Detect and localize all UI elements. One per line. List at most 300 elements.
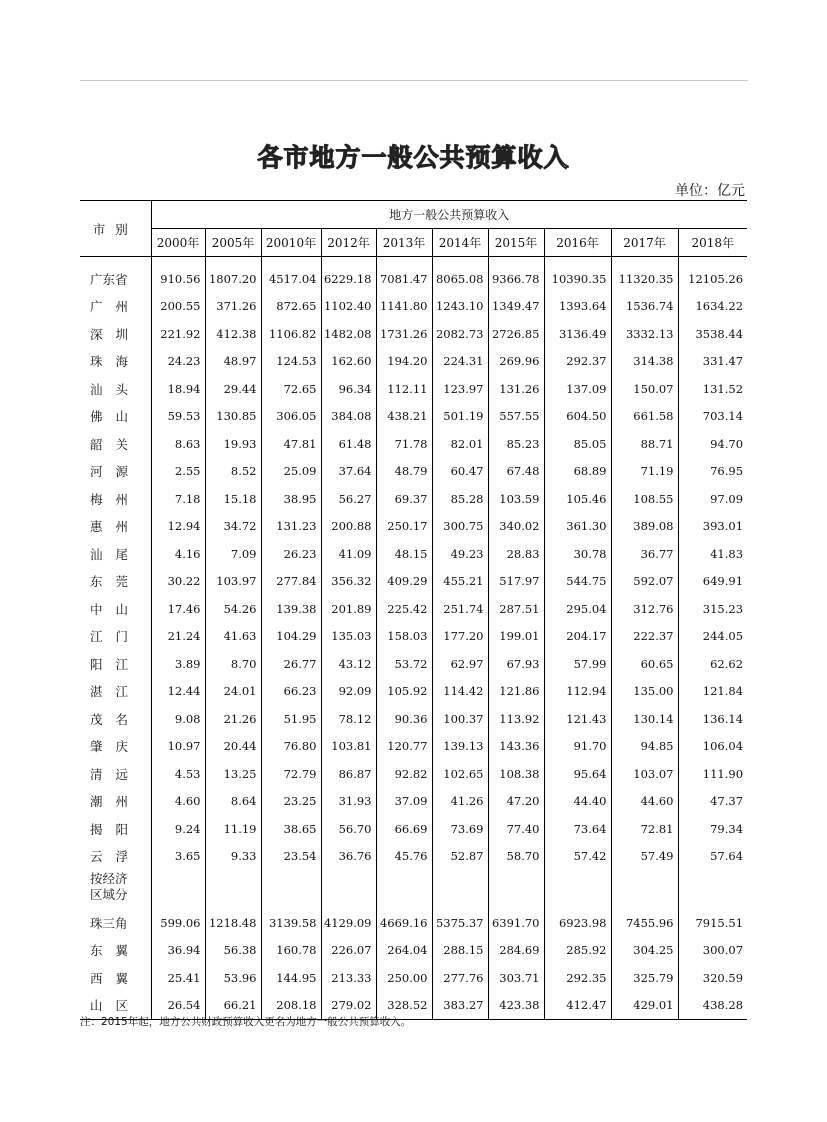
cell-value: 135.03 — [321, 623, 376, 651]
region-subheader: 按经济区域分 — [80, 870, 151, 909]
table-row — [80, 733, 747, 761]
cell-value: 12.94 — [167, 519, 201, 534]
cell-value: 2.55 — [174, 464, 201, 479]
cell-value: 131.26 — [488, 375, 544, 403]
cell-value: 121.84 — [678, 678, 747, 706]
year-header: 2012年 — [321, 229, 376, 257]
cell-value: 6391.70 — [488, 909, 544, 937]
cell-value: 103.07 — [611, 760, 678, 788]
cell-value: 44.40 — [544, 788, 611, 816]
cell-value: 8.52 — [205, 458, 261, 486]
row-label: 潮州 — [80, 788, 151, 816]
cell-value: 44.60 — [611, 788, 678, 816]
cell-value: 221.92 — [160, 326, 201, 341]
cell-value: 872.65 — [261, 293, 321, 321]
table-row — [80, 430, 747, 458]
cell-value: 517.97 — [488, 568, 544, 596]
cell-value: 910.56 — [160, 271, 201, 286]
cell-value: 361.30 — [544, 513, 611, 541]
cell-value: 30.22 — [167, 574, 201, 589]
cell-value: 57.42 — [544, 843, 611, 871]
cell-value: 58.70 — [488, 843, 544, 871]
cell-value: 66.23 — [261, 678, 321, 706]
cell-value: 19.93 — [205, 430, 261, 458]
cell-value: 68.89 — [544, 458, 611, 486]
cell-value: 30.78 — [544, 540, 611, 568]
cell-value: 21.26 — [205, 705, 261, 733]
cell-value: 112.94 — [544, 678, 611, 706]
cell-value: 85.05 — [544, 430, 611, 458]
cell-value: 57.64 — [678, 843, 747, 871]
cell-value: 41.83 — [678, 540, 747, 568]
cell-value: 31.93 — [321, 788, 376, 816]
cell-value: 224.31 — [432, 348, 488, 376]
cell-value: 72.81 — [611, 815, 678, 843]
row-label: 汕头 — [80, 375, 151, 403]
cell-value: 79.34 — [678, 815, 747, 843]
year-header: 2014年 — [432, 229, 488, 257]
cell-value: 11320.35 — [611, 265, 678, 293]
table-row — [80, 650, 747, 678]
cell-value: 7915.51 — [678, 909, 747, 937]
row-label: 广东省 — [80, 265, 151, 293]
cell-value: 103.59 — [488, 485, 544, 513]
cell-value: 287.51 — [488, 595, 544, 623]
cell-value: 340.02 — [488, 513, 544, 541]
cell-value: 438.21 — [376, 403, 432, 431]
cell-value: 102.65 — [432, 760, 488, 788]
cell-value: 73.69 — [432, 815, 488, 843]
year-header: 2013年 — [376, 229, 432, 257]
cell-value: 4.16 — [174, 546, 201, 561]
cell-value: 279.02 — [321, 992, 376, 1020]
cell-value: 320.59 — [678, 964, 747, 992]
cell-value: 3.89 — [174, 656, 201, 671]
cell-value: 3332.13 — [611, 320, 678, 348]
table-row — [80, 265, 747, 293]
cell-value: 250.17 — [376, 513, 432, 541]
cell-value: 100.37 — [432, 705, 488, 733]
cell-value: 300.07 — [678, 937, 747, 965]
cell-value: 88.71 — [611, 430, 678, 458]
cell-value: 49.23 — [432, 540, 488, 568]
table-row — [80, 595, 747, 623]
cell-value: 91.70 — [544, 733, 611, 761]
row-label: 清远 — [80, 760, 151, 788]
row-label: 珠三角 — [80, 909, 151, 937]
cell-value: 113.92 — [488, 705, 544, 733]
cell-value: 315.23 — [678, 595, 747, 623]
table-row — [80, 678, 747, 706]
cell-value: 1349.47 — [488, 293, 544, 321]
region-row — [80, 937, 747, 965]
cell-value: 303.71 — [488, 964, 544, 992]
cell-value: 105.46 — [544, 485, 611, 513]
cell-value: 199.01 — [488, 623, 544, 651]
table-row — [80, 705, 747, 733]
cell-value: 144.95 — [261, 964, 321, 992]
year-header: 2018年 — [678, 229, 747, 257]
cell-value: 95.64 — [544, 760, 611, 788]
cell-value: 38.95 — [261, 485, 321, 513]
cell-value: 557.55 — [488, 403, 544, 431]
table-row — [80, 540, 747, 568]
cell-value: 18.94 — [167, 381, 201, 396]
cell-value: 37.09 — [376, 788, 432, 816]
cell-value: 82.01 — [432, 430, 488, 458]
cell-value: 1536.74 — [611, 293, 678, 321]
table-row — [80, 513, 747, 541]
cell-value: 66.21 — [205, 992, 261, 1020]
cell-value: 137.09 — [544, 375, 611, 403]
row-label: 阳江 — [80, 650, 151, 678]
cell-value: 150.07 — [611, 375, 678, 403]
cell-value: 300.75 — [432, 513, 488, 541]
cell-value: 1807.20 — [205, 265, 261, 293]
table-row — [80, 375, 747, 403]
year-header: 2005年 — [205, 229, 261, 257]
cell-value: 104.29 — [261, 623, 321, 651]
table-row — [80, 348, 747, 376]
cell-value: 10.97 — [167, 739, 201, 754]
cell-value: 328.52 — [376, 992, 432, 1020]
cell-value: 312.76 — [611, 595, 678, 623]
top-rule — [80, 80, 748, 81]
table-row — [80, 485, 747, 513]
cell-value: 86.87 — [321, 760, 376, 788]
cell-value: 57.49 — [611, 843, 678, 871]
cell-value: 9.33 — [205, 843, 261, 871]
cell-value: 409.29 — [376, 568, 432, 596]
cell-value: 6923.98 — [544, 909, 611, 937]
cell-value: 103.97 — [205, 568, 261, 596]
cell-value: 25.41 — [167, 970, 201, 985]
year-header-row — [80, 229, 747, 257]
cell-value: 599.06 — [160, 915, 201, 930]
cell-value: 200.55 — [160, 299, 201, 314]
cell-value: 11.19 — [205, 815, 261, 843]
cell-value: 76.95 — [678, 458, 747, 486]
cell-value: 26.23 — [261, 540, 321, 568]
row-label: 揭阳 — [80, 815, 151, 843]
region-subheader-row — [80, 870, 747, 909]
cell-value: 384.08 — [321, 403, 376, 431]
cell-value: 277.76 — [432, 964, 488, 992]
cell-value: 9.08 — [174, 711, 201, 726]
cell-value: 331.47 — [678, 348, 747, 376]
cell-value: 130.14 — [611, 705, 678, 733]
cell-value: 20.44 — [205, 733, 261, 761]
cell-value: 501.19 — [432, 403, 488, 431]
row-label: 佛山 — [80, 403, 151, 431]
cell-value: 90.36 — [376, 705, 432, 733]
cell-value: 97.09 — [678, 485, 747, 513]
cell-value: 661.58 — [611, 403, 678, 431]
row-label: 广州 — [80, 293, 151, 321]
cell-value: 106.04 — [678, 733, 747, 761]
cell-value: 389.08 — [611, 513, 678, 541]
cell-value: 251.74 — [432, 595, 488, 623]
row-label: 江门 — [80, 623, 151, 651]
cell-value: 4.60 — [174, 794, 201, 809]
cell-value: 412.38 — [205, 320, 261, 348]
revenue-table — [80, 200, 747, 1020]
cell-value: 25.09 — [261, 458, 321, 486]
cell-value: 3.65 — [174, 849, 201, 864]
cell-value: 47.20 — [488, 788, 544, 816]
cell-value: 15.18 — [205, 485, 261, 513]
cell-value: 94.70 — [678, 430, 747, 458]
cell-value: 139.13 — [432, 733, 488, 761]
cell-value: 23.54 — [261, 843, 321, 871]
table-row — [80, 458, 747, 486]
year-header: 20010年 — [261, 229, 321, 257]
cell-value: 53.72 — [376, 650, 432, 678]
cell-value: 73.64 — [544, 815, 611, 843]
cell-value: 304.25 — [611, 937, 678, 965]
cell-value: 649.91 — [678, 568, 747, 596]
cell-value: 1482.08 — [321, 320, 376, 348]
cell-value: 3538.44 — [678, 320, 747, 348]
cell-value: 592.07 — [611, 568, 678, 596]
table-row — [80, 788, 747, 816]
cell-value: 92.82 — [376, 760, 432, 788]
cell-value: 12.44 — [167, 684, 201, 699]
cell-value: 2082.73 — [432, 320, 488, 348]
cell-value: 604.50 — [544, 403, 611, 431]
cell-value: 71.78 — [376, 430, 432, 458]
cell-value: 17.46 — [167, 601, 201, 616]
cell-value: 67.93 — [488, 650, 544, 678]
cell-value: 131.23 — [261, 513, 321, 541]
cell-value: 72.79 — [261, 760, 321, 788]
cell-value: 292.35 — [544, 964, 611, 992]
table-row — [80, 623, 747, 651]
cell-value: 13.25 — [205, 760, 261, 788]
cell-value: 1243.10 — [432, 293, 488, 321]
cell-value: 356.32 — [321, 568, 376, 596]
row-label: 深圳 — [80, 320, 151, 348]
cell-value: 62.62 — [678, 650, 747, 678]
unit-label: 单位：亿元 — [675, 183, 745, 199]
table-body — [80, 257, 747, 1020]
cell-value: 9.24 — [174, 821, 201, 836]
cell-value: 222.37 — [611, 623, 678, 651]
cell-value: 48.79 — [376, 458, 432, 486]
cell-value: 285.92 — [544, 937, 611, 965]
cell-value: 76.80 — [261, 733, 321, 761]
cell-value: 28.83 — [488, 540, 544, 568]
cell-value: 24.01 — [205, 678, 261, 706]
row-label: 东莞 — [80, 568, 151, 596]
row-label: 中山 — [80, 595, 151, 623]
cell-value: 59.53 — [167, 409, 201, 424]
cell-value: 1634.22 — [678, 293, 747, 321]
cell-value: 143.36 — [488, 733, 544, 761]
cell-value: 47.81 — [261, 430, 321, 458]
cell-value: 36.76 — [321, 843, 376, 871]
row-label: 河源 — [80, 458, 151, 486]
cell-value: 43.12 — [321, 650, 376, 678]
cell-value: 12105.26 — [678, 265, 747, 293]
cell-value: 41.09 — [321, 540, 376, 568]
cell-value: 85.23 — [488, 430, 544, 458]
cell-value: 201.89 — [321, 595, 376, 623]
cell-value: 52.87 — [432, 843, 488, 871]
cell-value: 78.12 — [321, 705, 376, 733]
revenue-group-header: 地方一般公共预算收入 — [151, 201, 747, 229]
cell-value: 244.05 — [678, 623, 747, 651]
cell-value: 9366.78 — [488, 265, 544, 293]
cell-value: 47.37 — [678, 788, 747, 816]
cell-value: 158.03 — [376, 623, 432, 651]
cell-value: 1141.80 — [376, 293, 432, 321]
cell-value: 112.11 — [376, 375, 432, 403]
table-row — [80, 760, 747, 788]
cell-value: 194.20 — [376, 348, 432, 376]
cell-value: 57.99 — [544, 650, 611, 678]
cell-value: 41.63 — [205, 623, 261, 651]
cell-value: 108.38 — [488, 760, 544, 788]
cell-value: 135.00 — [611, 678, 678, 706]
cell-value: 204.17 — [544, 623, 611, 651]
region-row — [80, 964, 747, 992]
cell-value: 77.40 — [488, 815, 544, 843]
cell-value: 1731.26 — [376, 320, 432, 348]
row-label: 惠州 — [80, 513, 151, 541]
cell-value: 45.76 — [376, 843, 432, 871]
cell-value: 60.47 — [432, 458, 488, 486]
cell-value: 438.28 — [678, 992, 747, 1020]
cell-value: 177.20 — [432, 623, 488, 651]
cell-value: 69.37 — [376, 485, 432, 513]
cell-value: 10390.35 — [544, 265, 611, 293]
year-header: 2000年 — [151, 229, 205, 257]
cell-value: 8065.08 — [432, 265, 488, 293]
cell-value: 1218.48 — [205, 909, 261, 937]
cell-value: 269.96 — [488, 348, 544, 376]
cell-value: 29.44 — [205, 375, 261, 403]
cell-value: 2726.85 — [488, 320, 544, 348]
region-row — [80, 909, 747, 937]
cell-value: 36.77 — [611, 540, 678, 568]
cell-value: 4669.16 — [376, 909, 432, 937]
cell-value: 67.48 — [488, 458, 544, 486]
cell-value: 1106.82 — [261, 320, 321, 348]
cell-value: 34.72 — [205, 513, 261, 541]
cell-value: 71.19 — [611, 458, 678, 486]
cell-value: 56.38 — [205, 937, 261, 965]
cell-value: 3139.58 — [261, 909, 321, 937]
cell-value: 226.07 — [321, 937, 376, 965]
cell-value: 383.27 — [432, 992, 488, 1020]
cell-value: 56.70 — [321, 815, 376, 843]
cell-value: 85.28 — [432, 485, 488, 513]
cell-value: 36.94 — [167, 943, 201, 958]
cell-value: 96.34 — [321, 375, 376, 403]
cell-value: 314.38 — [611, 348, 678, 376]
cell-value: 21.24 — [167, 629, 201, 644]
table-row — [80, 293, 747, 321]
footnote: 注：2015年起，地方公共财政预算收入更名为地方一般公共预算收入。 — [80, 1016, 412, 1028]
cell-value: 8.70 — [205, 650, 261, 678]
cell-value: 284.69 — [488, 937, 544, 965]
cell-value: 92.09 — [321, 678, 376, 706]
row-label: 韶关 — [80, 430, 151, 458]
cell-value: 111.90 — [678, 760, 747, 788]
cell-value: 393.01 — [678, 513, 747, 541]
cell-value: 213.33 — [321, 964, 376, 992]
page-title: 各市地方一般公共预算收入 — [257, 143, 570, 172]
row-label: 西翼 — [80, 964, 151, 992]
cell-value: 371.26 — [205, 293, 261, 321]
table-row — [80, 403, 747, 431]
cell-value: 325.79 — [611, 964, 678, 992]
cell-value: 4129.09 — [321, 909, 376, 937]
cell-value: 48.15 — [376, 540, 432, 568]
cell-value: 105.92 — [376, 678, 432, 706]
cell-value: 1393.64 — [544, 293, 611, 321]
cell-value: 8.64 — [205, 788, 261, 816]
cell-value: 7.09 — [205, 540, 261, 568]
table-row — [80, 320, 747, 348]
cell-value: 103.81 — [321, 733, 376, 761]
cell-value: 139.38 — [261, 595, 321, 623]
cell-value: 208.18 — [261, 992, 321, 1020]
cell-value: 250.00 — [376, 964, 432, 992]
cell-value: 123.97 — [432, 375, 488, 403]
year-header: 2015年 — [488, 229, 544, 257]
cell-value: 455.21 — [432, 568, 488, 596]
cell-value: 703.14 — [678, 403, 747, 431]
cell-value: 124.53 — [261, 348, 321, 376]
cell-value: 288.15 — [432, 937, 488, 965]
cell-value: 66.69 — [376, 815, 432, 843]
cell-value: 295.04 — [544, 595, 611, 623]
cell-value: 5375.37 — [432, 909, 488, 937]
row-label: 茂名 — [80, 705, 151, 733]
cell-value: 264.04 — [376, 937, 432, 965]
cell-value: 56.27 — [321, 485, 376, 513]
cell-value: 160.78 — [261, 937, 321, 965]
cell-value: 306.05 — [261, 403, 321, 431]
year-header: 2016年 — [544, 229, 611, 257]
cell-value: 412.47 — [544, 992, 611, 1020]
cell-value: 7455.96 — [611, 909, 678, 937]
row-label: 肇庆 — [80, 733, 151, 761]
cell-value: 544.75 — [544, 568, 611, 596]
row-label: 珠海 — [80, 348, 151, 376]
cell-value: 429.01 — [611, 992, 678, 1020]
cell-value: 8.63 — [174, 436, 201, 451]
cell-value: 7081.47 — [376, 265, 432, 293]
year-header: 2017年 — [611, 229, 678, 257]
cell-value: 24.23 — [167, 354, 201, 369]
city-column-header: 市别 — [80, 201, 151, 257]
cell-value: 121.86 — [488, 678, 544, 706]
cell-value: 277.84 — [261, 568, 321, 596]
cell-value: 1102.40 — [321, 293, 376, 321]
table-row — [80, 815, 747, 843]
cell-value: 114.42 — [432, 678, 488, 706]
cell-value: 120.77 — [376, 733, 432, 761]
table-row — [80, 568, 747, 596]
cell-value: 53.96 — [205, 964, 261, 992]
row-label: 湛江 — [80, 678, 151, 706]
cell-value: 23.25 — [261, 788, 321, 816]
cell-value: 162.60 — [321, 348, 376, 376]
cell-value: 51.95 — [261, 705, 321, 733]
